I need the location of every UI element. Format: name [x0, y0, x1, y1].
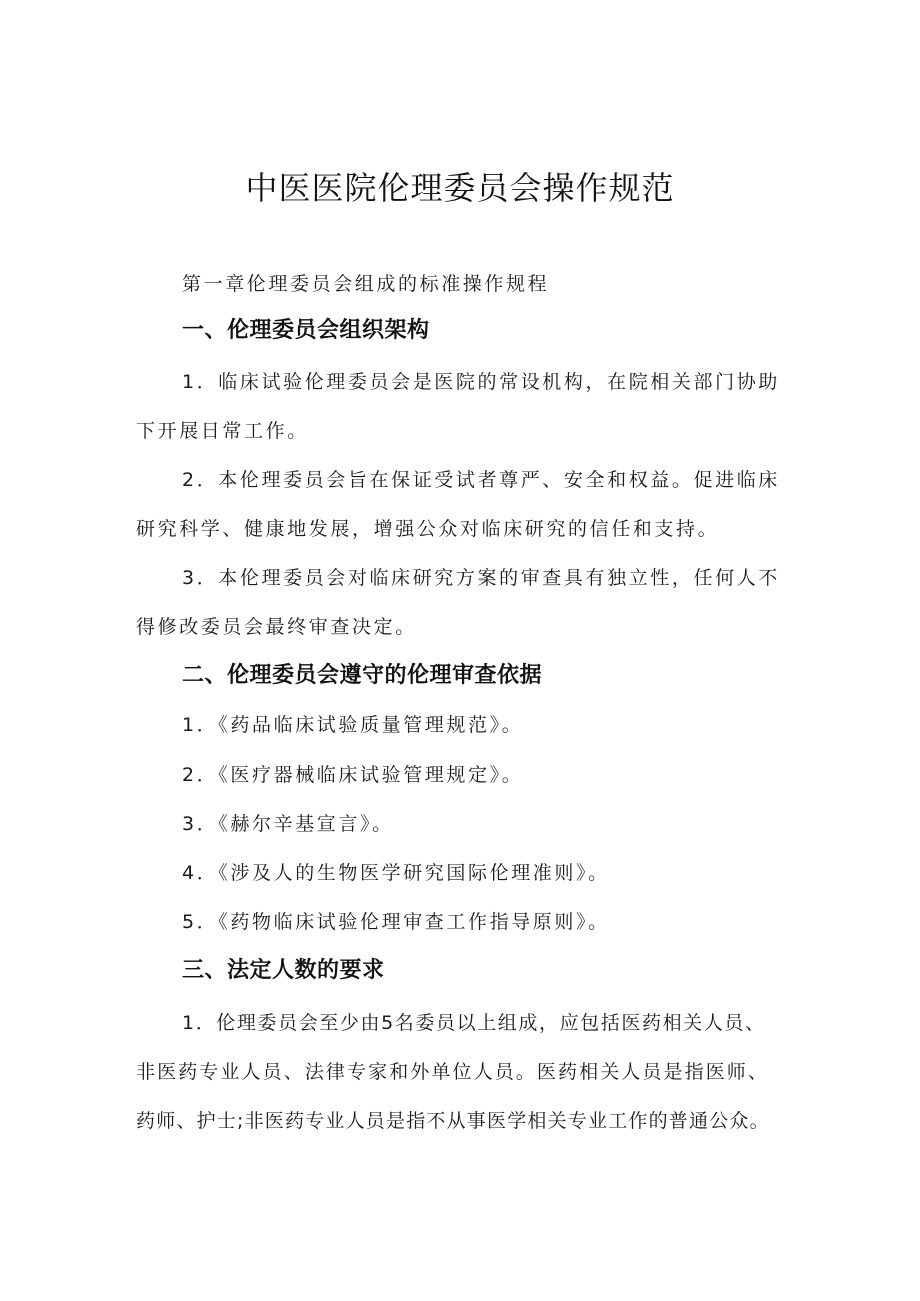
paragraph-1-2-line-2: 研究科学、健康地发展，增强公众对临床研究的信任和支持。	[136, 518, 720, 540]
paragraph-1-2-line-1: 2．本伦理委员会旨在保证受试者尊严、安全和权益。促进临床	[182, 469, 780, 491]
paragraph-3-1-line-3: 药师、护士;非医药专业人员是指不从事医学相关专业工作的普通公众。	[136, 1110, 770, 1132]
chapter-title: 第一章伦理委员会组成的标准操作规程	[182, 273, 550, 295]
basis-item-1: 1．《药品临床试验质量管理规范》。	[182, 714, 524, 736]
section-heading-1: 一、伦理委员会组织架构	[182, 318, 430, 343]
paragraph-3-1-line-1: 1．伦理委员会至少由5名委员以上组成，应包括医药相关人员、	[182, 1012, 766, 1034]
basis-item-3: 3．《赫尔辛基宣言》。	[182, 813, 394, 835]
paragraph-1-1-line-1: 1．临床试验伦理委员会是医院的常设机构，在院相关部门协助	[182, 371, 780, 393]
section-heading-3: 三、法定人数的要求	[182, 958, 385, 983]
paragraph-1-3-line-1: 3．本伦理委员会对临床研究方案的审查具有独立性，任何人不	[182, 567, 780, 589]
basis-item-4: 4．《涉及人的生物医学研究国际伦理准则》。	[182, 862, 610, 884]
basis-item-2: 2．《医疗器械临床试验管理规定》。	[182, 764, 524, 786]
paragraph-1-1-line-2: 下开展日常工作。	[136, 420, 309, 442]
document-title: 中医医院伦理委员会操作规范	[245, 169, 675, 207]
paragraph-1-3-line-2: 得修改委员会最终审查决定。	[136, 616, 417, 638]
basis-item-5: 5．《药物临床试验伦理审查工作指导原则》。	[182, 911, 610, 933]
section-heading-2: 二、伦理委员会遵守的伦理审查依据	[182, 663, 543, 688]
paragraph-3-1-line-2: 非医药专业人员、法律专家和外单位人员。医药相关人员是指医师、	[136, 1061, 770, 1083]
